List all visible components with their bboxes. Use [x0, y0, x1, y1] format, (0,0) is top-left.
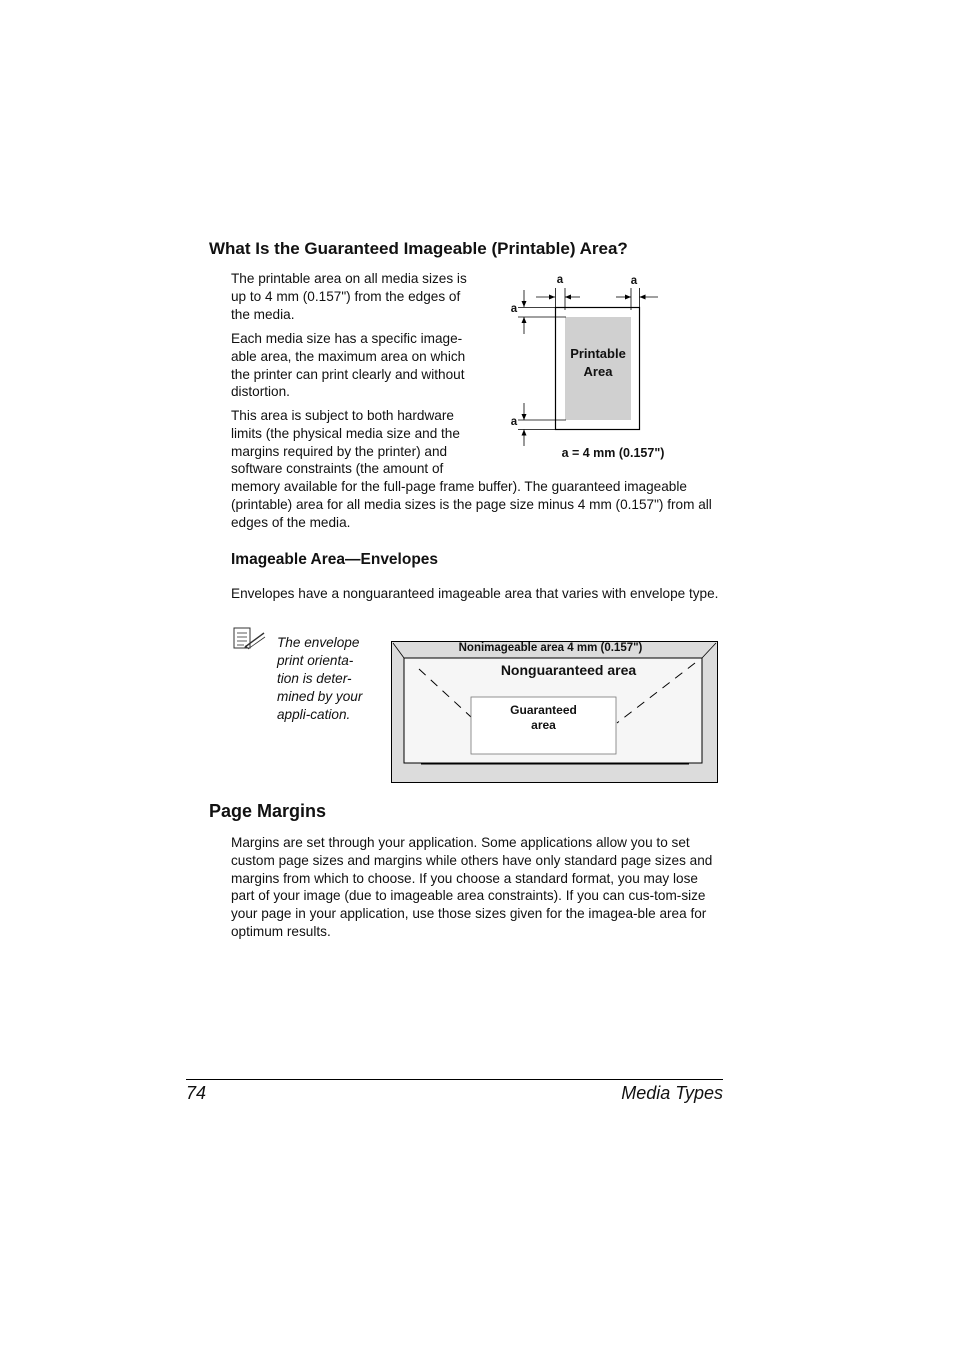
guaranteed-area-label [471, 703, 616, 733]
nonguaranteed-area-label: Nonguaranteed area [500, 662, 637, 678]
dimension-caption: a = 4 mm (0.157") [561, 446, 665, 460]
printable-label-line-2: Area [583, 364, 613, 379]
paragraph-printable-area: The printable area on all media sizes is up to 4 mm (0.157") from the edges of the media. [231, 271, 467, 322]
guaranteed-label-line-2: area [531, 718, 556, 732]
constraints-line-4: software constraints (the amount of [231, 461, 444, 477]
constraints-line-1: This area is subject to both hardware [231, 408, 454, 423]
guaranteed-label-line-1: Guaranteed [510, 703, 577, 717]
section-title-page-margins: Page Margins [209, 801, 327, 821]
printable-area-label [562, 345, 634, 381]
envelope-diagram [391, 641, 718, 783]
dimension-label-a-top-right: a [630, 275, 638, 287]
paragraph-constraints-rest: memory available for the full-page frame buffer). The guaranteed imageable (printable) area for all media sizes is the page size minus 4 mm (0.157") from all edges of the media. [231, 479, 712, 530]
paragraph-envelopes: Envelopes have a nonguaranteed imageable area that varies with envelope type. [231, 586, 719, 601]
section-title-imageable-area: What Is the Guaranteed Imageable (Printable) Area? [209, 239, 628, 258]
dimension-label-a-left-top: a [510, 303, 518, 315]
footer-rule [186, 1079, 723, 1080]
note-pencil-icon [233, 627, 267, 651]
note-text: The envelope print orienta-tion is deter-mined by your appli-cation. [277, 635, 363, 722]
constraints-line-2: limits (the physical media size and the [231, 425, 460, 441]
constraints-line-3: margins required by the printer) and [231, 443, 448, 459]
paragraph-constraints-wrapped [231, 407, 491, 478]
paragraph-imageable-definition: Each media size has a specific image-able area, the maximum area on which the printer can print clearly and without distortion. [231, 331, 466, 400]
chapter-title: Media Types [621, 1083, 723, 1103]
page-number: 74 [186, 1083, 207, 1103]
subsection-title-envelopes: Imageable Area—Envelopes [231, 551, 439, 568]
dimension-label-a-top-left: a [556, 274, 564, 286]
paragraph-page-margins: Margins are set through your application. Some applications allow you to set custom page sizes and margins while others have only standard page sizes and margins from which to choose. If you choose a standard format, you may lose part of your image (due to imageable area constraints). If you can cus-tom-size your page in your application, use those sizes given for the imagea-ble area for optimum results. [231, 835, 713, 939]
printable-area-diagram [500, 270, 700, 470]
printable-label-line-1: Printable [570, 346, 626, 361]
dimension-label-a-left-bottom: a [510, 416, 518, 428]
nonimageable-area-label: Nonimageable area 4 mm (0.157") [458, 642, 643, 654]
